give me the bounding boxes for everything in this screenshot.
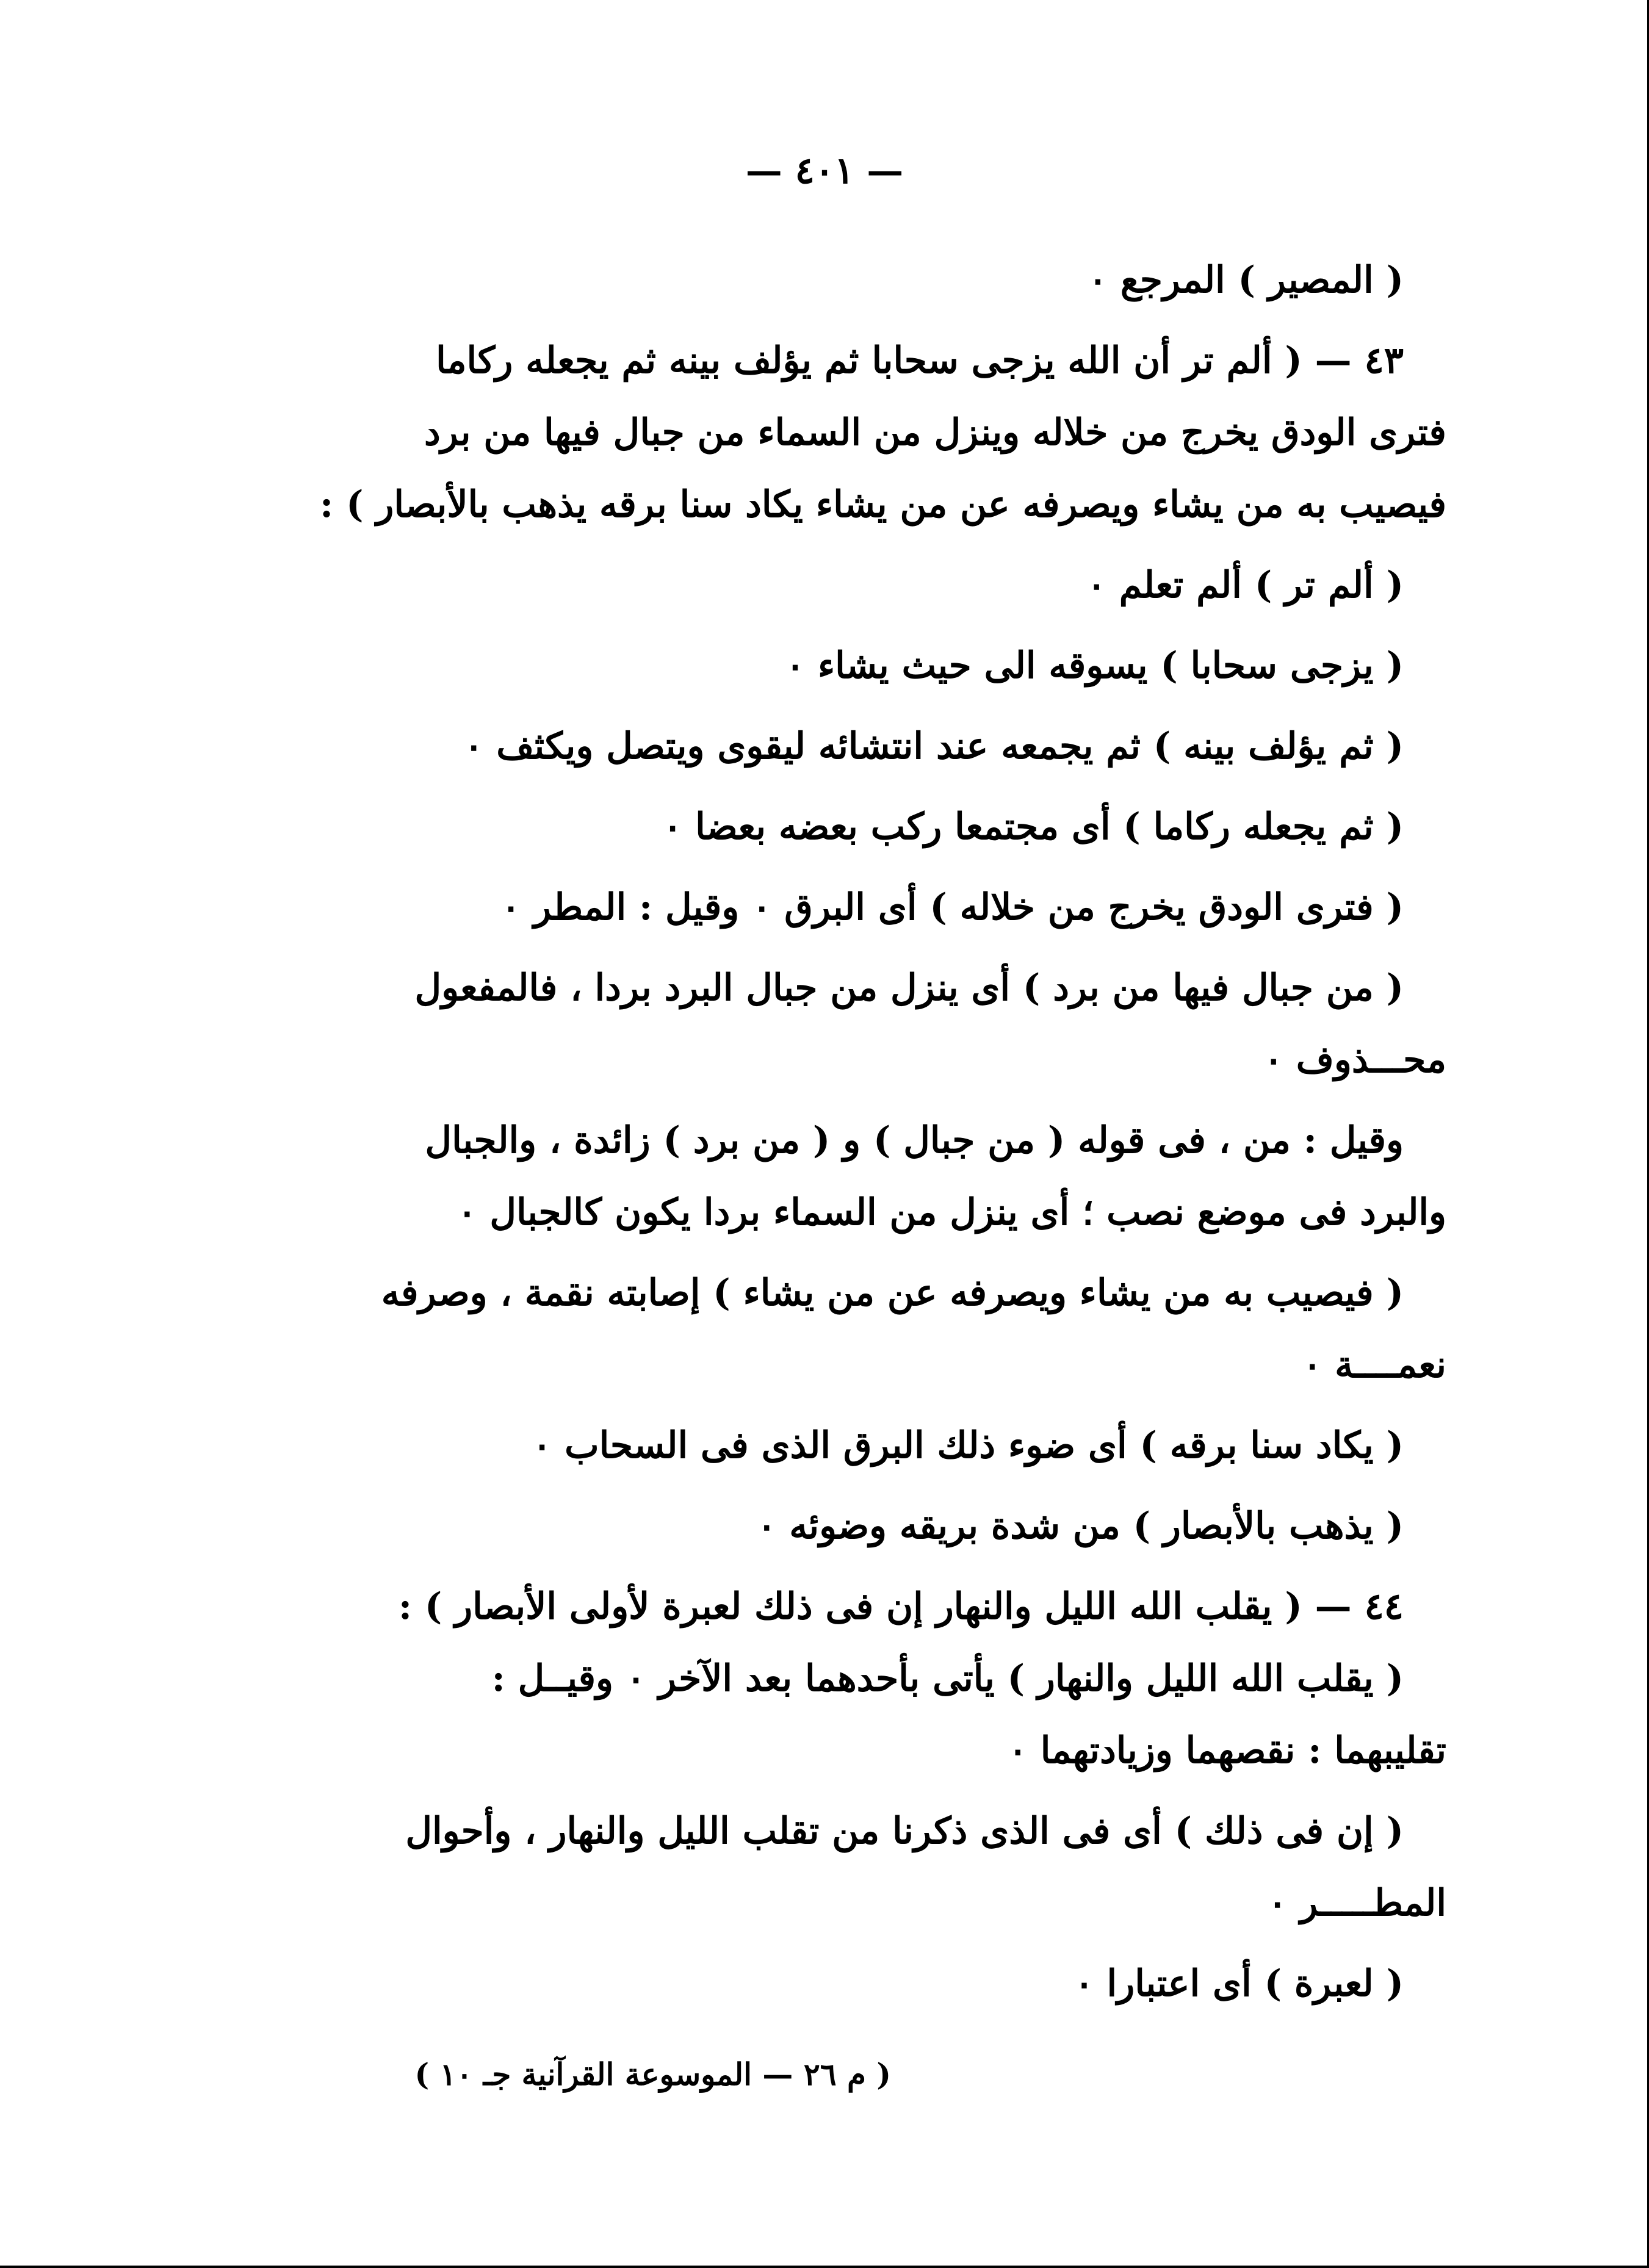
text-line: محـــذوف ٠	[1263, 1039, 1446, 1081]
text-line: تقليبهما : نقصهما وزيادتهما ٠	[1008, 1729, 1446, 1772]
page-body	[290, 244, 1446, 2020]
page-border-bottom	[0, 2266, 1649, 2268]
text-line: فيصيب به من يشاء ويصرفه عن من يشاء يكاد سنا برقه يذهب بالأبصار ) :	[320, 483, 1446, 526]
text-line: ( يكاد سنا برقه ) أى ضوء ذلك البرق الذى فى السحاب ٠	[532, 1424, 1404, 1467]
text-line: ( فيصيب به من يشاء ويصرفه عن من يشاء ) إصابته نقمة ، وصرفه	[381, 1272, 1404, 1314]
text-line: ( من جبال فيها من برد ) أى ينزل من جبال البرد بردا ، فالمفعول	[414, 967, 1404, 1009]
text-line: ( إن فى ذلك ) أى فى الذى ذكرنا من تقلب الليل والنهار ، وأحوال	[405, 1810, 1404, 1852]
text-line: ( ثم يؤلف بينه ) ثم يجمعه عند انتشائه ليقوى ويتصل ويكثف ٠	[464, 725, 1404, 768]
text-line: ٤٣ — ( ألم تر أن الله يزجى سحابا ثم يؤلف بينه ثم يجعله ركاما	[436, 339, 1404, 382]
text-line: ( ثم يجعله ركاما ) أى مجتمعا ركب بعضه بعضا ٠	[663, 805, 1404, 848]
text-line: ( فترى الودق يخرج من خلاله ) أى البرق ٠ وقيل : المطر ٠	[501, 886, 1404, 929]
text-line: ( ألم تر ) ألم تعلم ٠	[1086, 564, 1404, 607]
text-line: وقيل : من ، فى قوله ( من جبال ) و ( من برد ) زائدة ، والجبال	[425, 1119, 1404, 1162]
text-line: ( لعبرة ) أى اعتبارا ٠	[1074, 1962, 1404, 2005]
text-line: والبرد فى موضع نصب ؛ أى ينزل من السماء بردا يكون كالجبال ٠	[457, 1191, 1446, 1234]
text-line: فترى الودق يخرج من خلاله وينزل من السماء من جبال فيها من برد	[424, 411, 1446, 454]
text-line: نعمــــة ٠	[1302, 1344, 1446, 1386]
text-line: المطـــــر ٠	[1268, 1882, 1446, 1924]
page-footer: ( م ٢٦ — الموسوعة القرآنية جـ ١٠ )	[414, 2056, 891, 2092]
text-line: ٤٤ — ( يقلب الله الليل والنهار إن فى ذلك لعبرة لأولى الأبصار ) :	[398, 1585, 1404, 1628]
text-line: ( المصير ) المرجع ٠	[1088, 259, 1404, 301]
text-line: ( يزجى سحابا ) يسوقه الى حيث يشاء ٠	[785, 644, 1404, 687]
page-number: — ٤٠١ —	[745, 149, 904, 192]
text-line: ( يقلب الله الليل والنهار ) يأتى بأحدهما بعد الآخر ٠ وقيــل :	[491, 1657, 1404, 1700]
text-line: ( يذهب بالأبصار ) من شدة بريقه وضوئه ٠	[757, 1505, 1404, 1547]
